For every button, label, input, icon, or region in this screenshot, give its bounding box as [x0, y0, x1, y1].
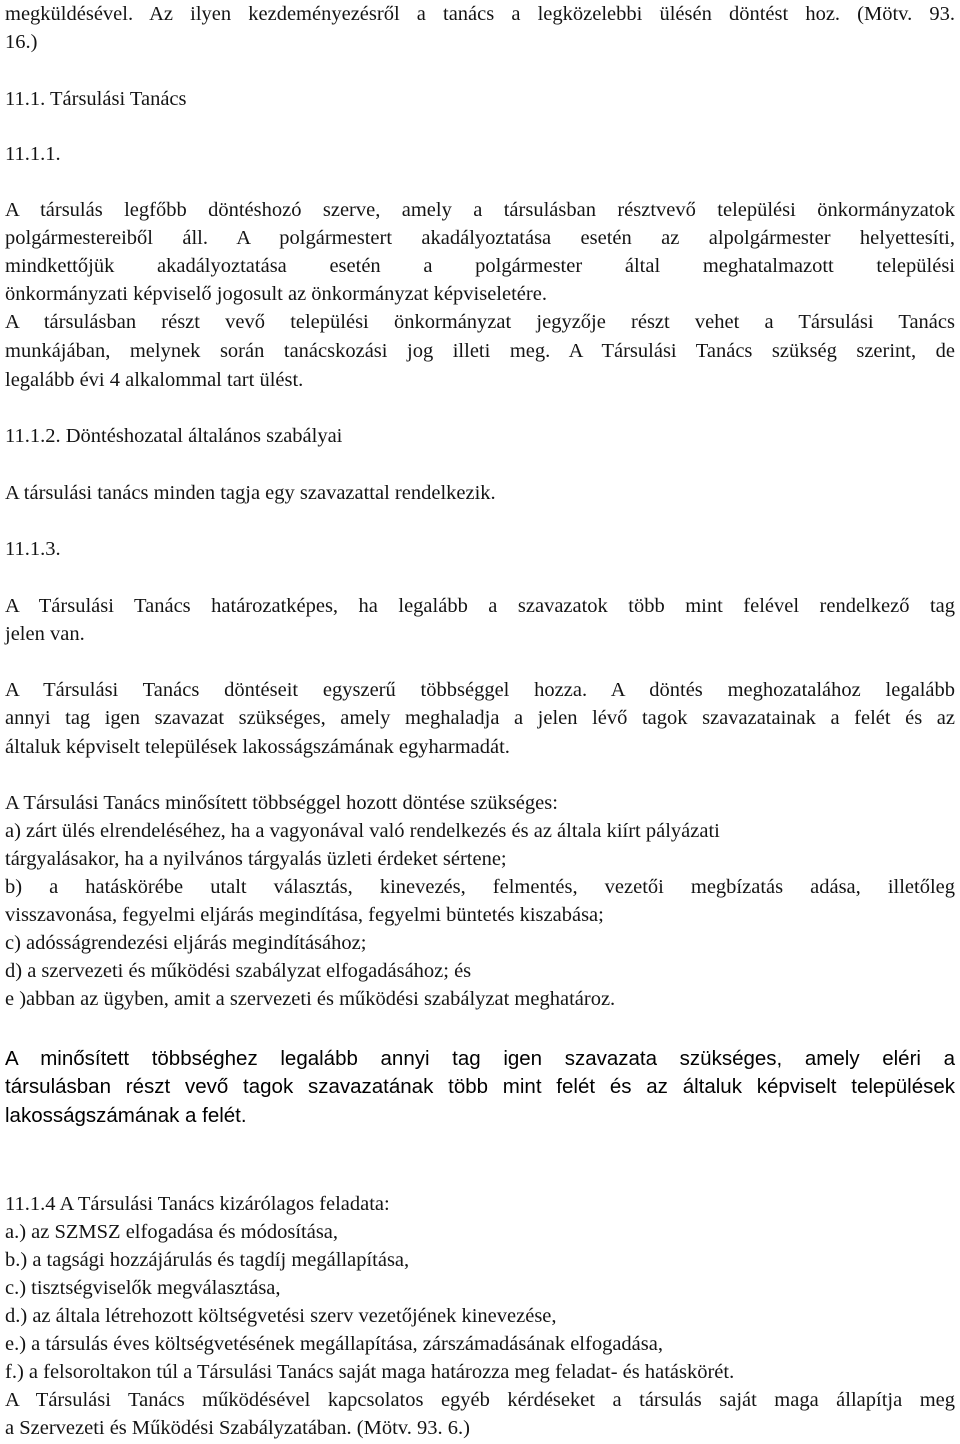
list-item: e )abban az ügyben, amit a szervezeti és működési szabályzat meghatároz.	[5, 988, 616, 1010]
list-item: b.) a tagsági hozzájárulás és tagdíj megállapítása,	[5, 1249, 410, 1271]
paragraph-line: A Társulási Tanács működésével kapcsolatos egyéb kérdéseket a társulás saját maga állapítja meg	[5, 1389, 955, 1411]
paragraph-line: polgármestereiből áll. A polgármestert akadályoztatása esetén az alpolgármester helyettesíti,	[5, 227, 955, 249]
list-item-continuation: tárgyalásakor, ha a nyilvános tárgyalás üzleti érdeket sértene;	[5, 848, 507, 870]
list-item: c) adósságrendezési eljárás megindításához;	[5, 932, 367, 954]
paragraph-line: A társulásban részt vevő települési önkormányzat jegyzője részt vehet a Társulási Tanács	[5, 311, 955, 333]
paragraph-line: általuk képviselt települések lakosságszámának egyharmadát.	[5, 736, 510, 758]
paragraph-line: lakosságszámának a felét.	[5, 1104, 247, 1127]
list-item: a) zárt ülés elrendeléséhez, ha a vagyonával való rendelkezés és az általa kiírt pályázati	[5, 820, 720, 842]
paragraph-line: legalább évi 4 alkalommal tart ülést.	[5, 369, 304, 391]
paragraph-line: A társulási tanács minden tagja egy szavazattal rendelkezik.	[5, 482, 496, 504]
paragraph-line: A társulás legfőbb döntéshozó szerve, amely a társulásban résztvevő települési önkormányzatok	[5, 199, 955, 221]
list-item: c.) tisztségviselők megválasztása,	[5, 1277, 281, 1299]
paragraph-line: A Társulási Tanács döntéseit egyszerű többséggel hozza. A döntés meghozatalához legalább	[5, 679, 955, 701]
list-item: e.) a társulás éves költségvetésének megállapítása, zárszámadásának elfogadása,	[5, 1333, 663, 1355]
paragraph-line: jelen van.	[5, 623, 85, 645]
section-heading: 11.1.2. Döntéshozatal általános szabályai	[5, 425, 343, 447]
paragraph-line: A Társulási Tanács minősített többséggel hozott döntése szükséges:	[5, 792, 558, 814]
list-item: f.) a felsoroltakon túl a Társulási Tanács saját maga határozza meg feladat- és hatáskörét.	[5, 1361, 735, 1383]
paragraph-line: A minősített többséghez legalább annyi tag igen szavazata szükséges, amely eléri a	[5, 1047, 955, 1070]
list-item: b) a hatáskörébe utalt választás, kinevezés, felmentés, vezetői megbízatás adása, illetőleg	[5, 876, 955, 898]
paragraph-line: a Szervezeti és Működési Szabályzatában. (Mötv. 93. 6.)	[5, 1417, 470, 1439]
list-item: d.) az általa létrehozott költségvetési szerv vezetőjének kinevezése,	[5, 1305, 557, 1327]
paragraph-line: önkormányzati képviselő jogosult az önkormányzat képviseletére.	[5, 283, 547, 305]
paragraph-line: A Társulási Tanács határozatképes, ha legalább a szavazatok több mint felével rendelkező tag	[5, 595, 955, 617]
paragraph-line: 16.)	[5, 31, 38, 53]
paragraph-line: annyi tag igen szavazat szükséges, amely meghaladja a jelen lévő tagok szavazatainak a felét és az	[5, 707, 955, 729]
section-number: 11.1.3.	[5, 538, 61, 560]
paragraph-line: mindkettőjük akadályoztatása esetén a polgármester által meghatalmazott települési	[5, 255, 955, 277]
section-heading: 11.1.4 A Társulási Tanács kizárólagos feladata:	[5, 1193, 390, 1215]
section-heading: 11.1. Társulási Tanács	[5, 88, 187, 110]
list-item: d) a szervezeti és működési szabályzat elfogadásához; és	[5, 960, 472, 982]
paragraph-line: munkájában, melynek során tanácskozási jog illeti meg. A Társulási Tanács szükség szerint, de	[5, 340, 955, 362]
list-item-continuation: visszavonása, fegyelmi eljárás megindítása, fegyelmi büntetés kiszabása;	[5, 904, 604, 926]
paragraph-line: társulásban részt vevő tagok szavazatának több mint felét és az általuk képviselt települések	[5, 1075, 955, 1098]
list-item: a.) az SZMSZ elfogadása és módosítása,	[5, 1221, 339, 1243]
section-number: 11.1.1.	[5, 143, 61, 165]
paragraph-line: megküldésével. Az ilyen kezdeményezésről a tanács a legközelebbi ülésén döntést hoz. (Mötv. 93.	[5, 3, 955, 25]
